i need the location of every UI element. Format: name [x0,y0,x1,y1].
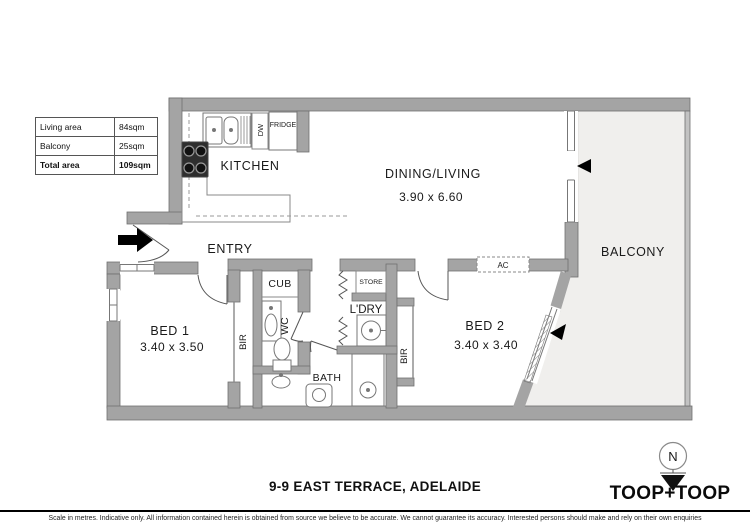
kitchen-label: KITCHEN [220,159,280,173]
balcony-window-2 [564,180,578,222]
table-row-total [36,156,158,175]
cooktop [182,142,208,177]
laundry-label: L'DRY [349,304,383,316]
left-wall-lower [107,320,120,408]
bir2-bottom-stub [397,378,414,386]
dining-living-label: DINING/LIVING [384,167,482,181]
area-table [35,117,158,175]
wc-label: WC [279,317,291,335]
brand-logo: TOOP+TOOP [609,483,731,504]
bed2-label: BED 2 [465,319,505,333]
bottom-wall [107,406,692,420]
wc-toilet-bowl [274,338,290,360]
fridge [269,112,297,150]
bed1-dims: 3.40 x 3.50 [140,340,204,354]
north-label: N [668,449,678,464]
entry-label: ENTRY [207,242,253,256]
bed1-window [106,289,120,321]
balcony-door-opening [564,151,578,180]
address-title: 9-9 EAST TERRACE, ADELAIDE [268,479,482,494]
area-row-value: 109sqm [115,156,158,175]
table-row [36,118,158,137]
entry-side-window [120,262,154,275]
wc-toilet-cistern [273,360,291,371]
living-south-wall-mid [340,259,415,271]
bath-label: BATH [312,372,342,384]
wc-left-wall [253,270,262,408]
bed1-label: BED 1 [150,324,190,338]
balcony-window-1 [564,111,578,151]
footer-divider [0,510,750,512]
bath-toilet [306,384,332,407]
fridge-label: FRIDGE [269,122,297,129]
laundry-bottom-wall [337,346,397,354]
dining-living-dims: 3.90 x 6.60 [399,190,463,204]
ac-label: AC [497,261,509,270]
fridge-side-wall [297,111,309,152]
bir2-label: BIR [399,348,410,364]
area-row-label: Total area [36,156,115,175]
living-south-wall-left [228,259,312,271]
bir2-top-stub [397,298,414,306]
top-wall [169,98,690,111]
cub-label: CUB [268,278,292,290]
bir1-label: BIR [238,334,249,350]
store-bottom-wall [352,293,386,301]
kitchen-left-wall [169,98,182,224]
area-row-label: Living area [36,118,115,137]
area-row-label: Balcony [36,137,115,156]
dishwasher-label: DW [256,123,265,137]
left-wall-upper [107,274,120,290]
bath-basin [272,376,290,388]
balcony-right-rim [685,111,690,406]
disclaimer-text: Scale in metres. Indicative only. All information contained herein is obtained from source we believe to be accurate. We cannot guarantee its accuracy. Interested persons should make and rely on their own enquiries [48,515,702,522]
balcony-label: BALCONY [601,245,665,259]
bir1-top-stub [228,270,240,302]
bed2-dims: 3.40 x 3.40 [454,338,518,352]
store-label: STORE [359,279,383,286]
bir2-left-wall [386,264,397,408]
entry-jog-wall [127,212,182,224]
table-row [36,137,158,156]
bir1-bottom-stub [228,382,240,408]
ac-unit [477,257,529,272]
area-row-value: 84sqm [115,118,158,137]
cub-right-wall [298,270,310,312]
area-row-value: 25sqm [115,137,158,156]
